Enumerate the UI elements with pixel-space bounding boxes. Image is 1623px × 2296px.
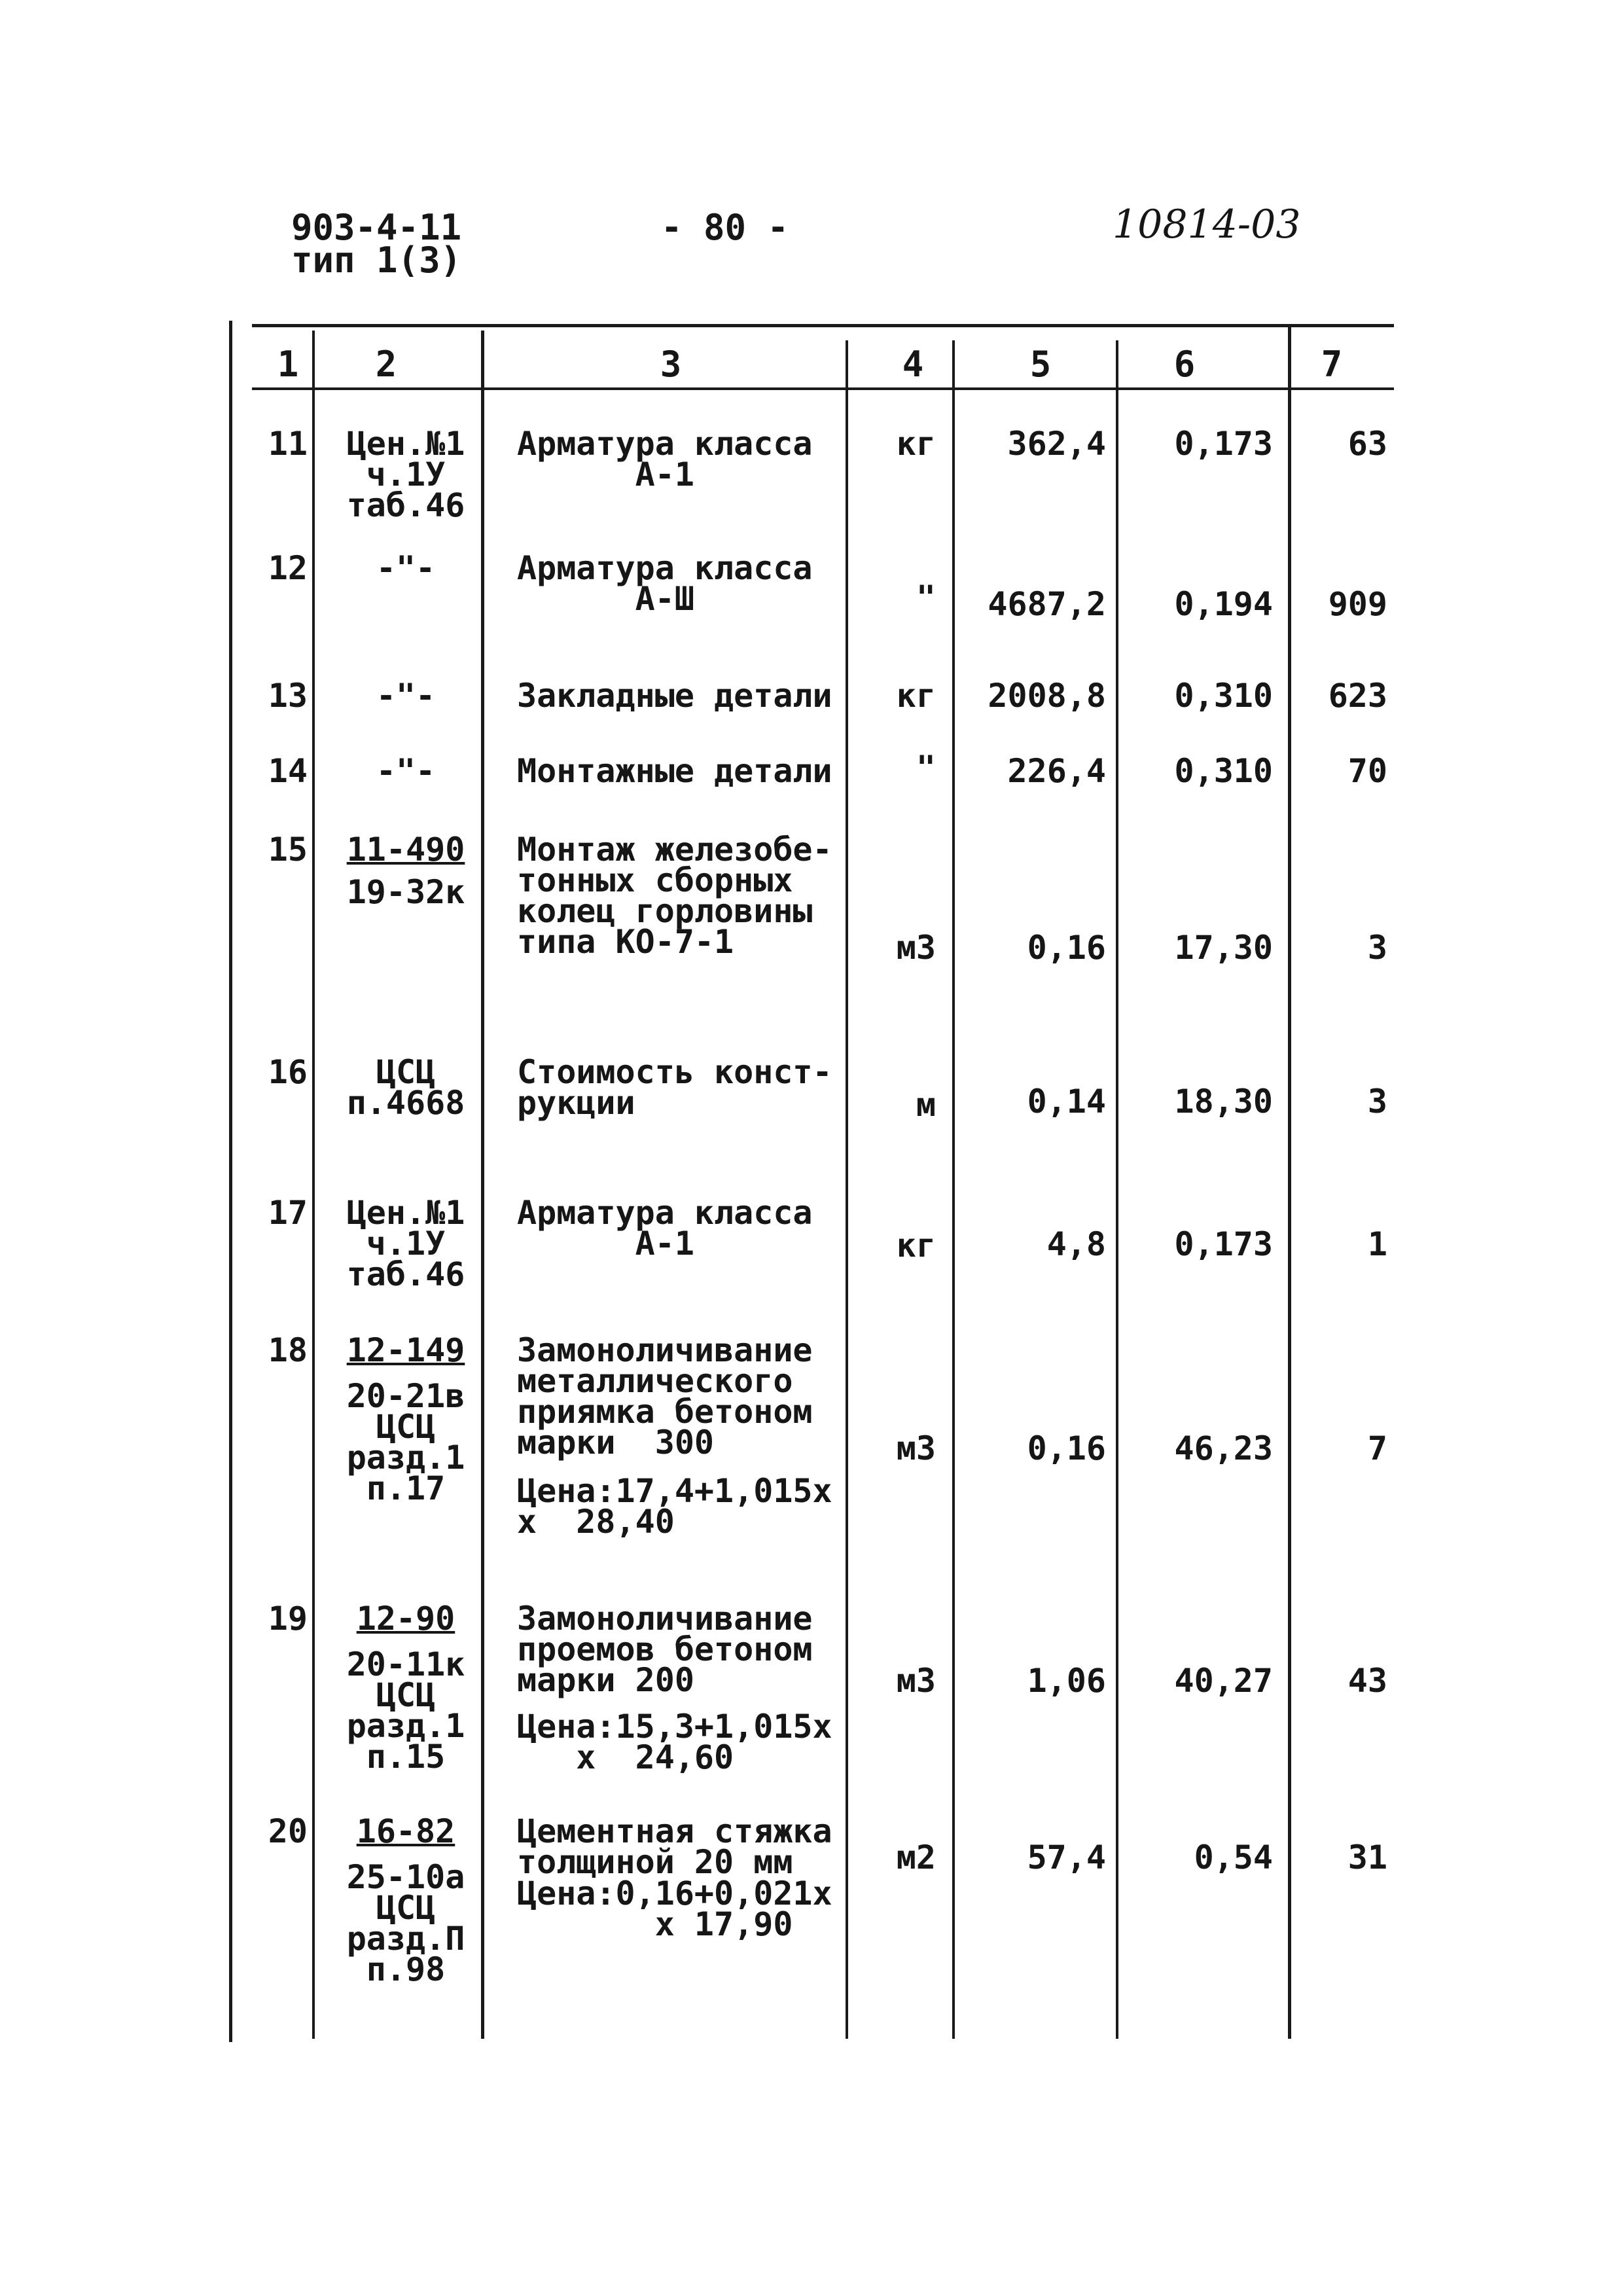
- work-description: Арматура класса А-1: [517, 425, 813, 493]
- unit: кг: [896, 425, 936, 463]
- row-number: 14: [268, 752, 308, 790]
- total-cost: 3: [1367, 1083, 1387, 1121]
- price-formula: Цена:17,4+1,015х х 28,40: [517, 1472, 832, 1541]
- document-type: тип 1(3): [291, 240, 462, 281]
- page-number: - 80 -: [661, 207, 789, 248]
- unit-price: 40,27: [1174, 1662, 1273, 1700]
- total-cost: 7: [1367, 1429, 1387, 1467]
- column-divider-3-4: [846, 340, 848, 2039]
- total-cost: 1: [1367, 1225, 1387, 1263]
- table-header-rule: [252, 387, 1394, 390]
- column-divider-6-7: [1288, 324, 1291, 2039]
- unit-price: 46,23: [1174, 1429, 1273, 1467]
- unit: м: [916, 1086, 936, 1124]
- column-divider-2-3: [481, 331, 484, 2039]
- quantity: 0,14: [1027, 1083, 1106, 1121]
- column-heading-1: 1: [277, 344, 299, 385]
- unit: ": [916, 579, 936, 617]
- unit-price: 18,30: [1174, 1083, 1273, 1121]
- row-number: 19: [268, 1600, 308, 1638]
- unit-price: 0,173: [1174, 425, 1273, 463]
- unit: кг: [896, 677, 936, 715]
- price-reference-primary: 11-490: [346, 831, 465, 869]
- total-cost: 43: [1347, 1662, 1387, 1700]
- unit: м3: [896, 1662, 936, 1700]
- price-reference: ЦСЦ п.4668: [346, 1053, 465, 1122]
- unit-price: 17,30: [1174, 929, 1273, 967]
- unit: м2: [896, 1839, 936, 1876]
- unit: кг: [896, 1227, 936, 1265]
- column-heading-3: 3: [660, 344, 682, 385]
- unit-price: 0,54: [1194, 1839, 1273, 1876]
- work-description: Замоноличивание проемов бетоном марки 200: [517, 1600, 813, 1699]
- column-divider-5-6: [1116, 340, 1118, 2039]
- row-number: 13: [268, 677, 308, 715]
- unit-price: 0,173: [1174, 1225, 1273, 1263]
- price-reference: Цен.№1 ч.1У таб.46: [346, 425, 465, 524]
- row-number: 18: [268, 1331, 308, 1369]
- row-number: 12: [268, 549, 308, 587]
- total-cost: 3: [1367, 929, 1387, 967]
- unit: ": [916, 749, 936, 787]
- quantity: 1,06: [1027, 1662, 1106, 1700]
- column-heading-5: 5: [1029, 344, 1052, 385]
- row-number: 11: [268, 425, 308, 463]
- work-description: Цементная стяжка толщиной 20 мм: [517, 1812, 832, 1881]
- row-number: 17: [268, 1194, 308, 1232]
- price-formula: Цена:0,16+0,021х х 17,90: [517, 1874, 832, 1943]
- price-reference: 19-32к: [346, 873, 465, 911]
- unit-price: 0,194: [1174, 585, 1273, 623]
- quantity: 4,8: [1046, 1225, 1106, 1263]
- quantity: 226,4: [1007, 752, 1106, 790]
- quantity: 4687,2: [988, 585, 1106, 623]
- price-reference: -"-: [376, 549, 436, 587]
- document-number: 10814-03: [1113, 202, 1301, 247]
- document-code: 903-4-11: [291, 207, 462, 248]
- row-number: 16: [268, 1053, 308, 1091]
- column-heading-4: 4: [902, 344, 924, 385]
- total-cost: 623: [1328, 677, 1387, 715]
- total-cost: 70: [1347, 752, 1387, 790]
- row-number: 20: [268, 1812, 308, 1850]
- total-cost: 31: [1347, 1839, 1387, 1876]
- column-heading-6: 6: [1173, 344, 1196, 385]
- unit: м3: [896, 1429, 936, 1467]
- total-cost: 909: [1328, 585, 1387, 623]
- unit-price: 0,310: [1174, 677, 1273, 715]
- quantity: 362,4: [1007, 425, 1106, 463]
- total-cost: 63: [1347, 425, 1387, 463]
- work-description: Стоимость конст- рукции: [517, 1053, 832, 1122]
- price-reference: -"-: [376, 752, 436, 790]
- quantity: 0,16: [1027, 1429, 1106, 1467]
- table-top-rule: [252, 324, 1394, 327]
- price-formula: Цена:15,3+1,015х х 24,60: [517, 1708, 832, 1776]
- price-reference: Цен.№1 ч.1У таб.46: [346, 1194, 465, 1293]
- unit-price: 0,310: [1174, 752, 1273, 790]
- price-reference: 25-10а ЦСЦ разд.П п.98: [346, 1858, 465, 1988]
- work-description: Замоноличивание металлического приямка бетоном марки 300: [517, 1331, 813, 1462]
- work-description: Монтаж железобе- тонных сборных колец горловины типа КО-7-1: [517, 831, 832, 961]
- work-description: Закладные детали: [517, 677, 832, 715]
- quantity: 57,4: [1027, 1839, 1106, 1876]
- price-reference-primary: 16-82: [356, 1812, 455, 1850]
- price-reference: -"-: [376, 677, 436, 715]
- quantity: 0,16: [1027, 929, 1106, 967]
- quantity: 2008,8: [988, 677, 1106, 715]
- column-divider-4-5: [952, 340, 955, 2039]
- row-number: 15: [268, 831, 308, 869]
- work-description: Монтажные детали: [517, 752, 832, 790]
- unit: м3: [896, 929, 936, 967]
- column-heading-2: 2: [375, 344, 397, 385]
- price-reference-primary: 12-149: [346, 1331, 465, 1369]
- column-heading-7: 7: [1321, 344, 1343, 385]
- work-description: Арматура класса А-Ш: [517, 549, 813, 618]
- work-description: Арматура класса А-1: [517, 1194, 813, 1263]
- price-reference: 20-11к ЦСЦ разд.1 п.15: [346, 1645, 465, 1776]
- price-reference-primary: 12-90: [356, 1600, 455, 1638]
- column-divider-1-2: [312, 331, 315, 2039]
- price-reference: 20-21в ЦСЦ разд.1 п.17: [346, 1377, 465, 1507]
- table-left-border: [229, 321, 232, 2042]
